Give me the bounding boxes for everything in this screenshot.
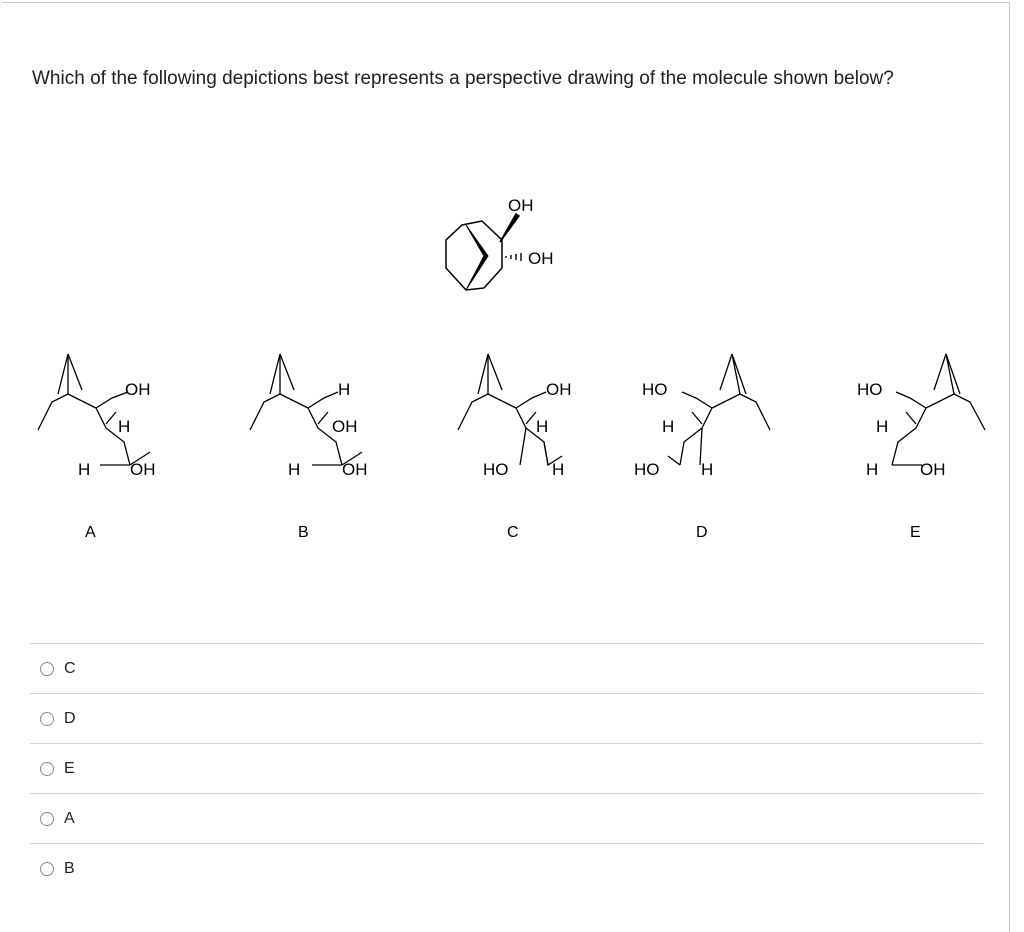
structure-d-label-3: HO [634,460,660,479]
structure-c-letter: C [507,524,519,541]
structure-e-letter: E [910,524,921,541]
target-molecule [446,214,521,290]
structure-e [857,354,985,541]
question-text: Which of the following depictions best represents a perspective drawing of the molecule shown below? [32,68,894,89]
structure-b-label-2: OH [332,417,358,436]
structure-c-label-4: H [552,460,565,479]
structure-c-label-1: OH [546,380,572,399]
structure-c-label-3: HO [483,460,509,479]
answer-option-b[interactable] [30,843,983,893]
molecule-hash-bond [506,253,521,261]
molecule-label-oh-hash: OH [528,249,554,268]
answer-option-e[interactable] [30,743,983,793]
structure-c-label-2: H [536,417,549,436]
structure-d-letter: D [696,524,708,541]
structure-a-label-2: H [118,417,131,436]
structure-d-label-2: H [662,417,675,436]
structure-e-label-1: HO [857,380,883,399]
structure-d-label-1: HO [642,380,668,399]
structure-b-letter: B [298,524,309,541]
answer-label: E [64,759,75,777]
molecule-wedge-oh [500,214,519,242]
structure-c [458,354,572,541]
radio-button[interactable] [40,662,54,676]
answer-option-d[interactable] [30,693,983,743]
radio-button[interactable] [40,712,54,726]
structure-e-label-2: H [876,417,889,436]
structures-svg [0,180,1024,560]
structure-b [250,354,368,541]
structure-b-label-3: H [288,460,301,479]
structure-a [38,354,156,541]
structure-a-label-3: H [78,460,91,479]
structure-b-label-4: OH [342,460,368,479]
molecule-wedge-bridge [466,225,488,290]
radio-button[interactable] [40,762,54,776]
chemistry-figure [0,180,1024,560]
structure-b-label-1: H [338,380,351,399]
answer-list [30,643,983,893]
answer-label: A [64,809,75,827]
structure-a-letter: A [85,524,96,541]
structure-a-label-4: OH [130,460,156,479]
structure-e-label-3: H [866,460,879,479]
radio-button[interactable] [40,862,54,876]
structure-d [634,354,770,541]
answer-option-a[interactable] [30,793,983,843]
answer-label: B [64,859,75,877]
structure-a-label-1: OH [125,380,151,399]
molecule-ring [446,221,502,290]
structure-d-label-4: H [701,460,714,479]
answer-label: C [64,659,76,677]
radio-button[interactable] [40,812,54,826]
structure-e-label-4: OH [920,460,946,479]
answer-label: D [64,709,76,727]
answer-option-c[interactable] [30,643,983,693]
molecule-label-oh-top: OH [508,196,534,215]
